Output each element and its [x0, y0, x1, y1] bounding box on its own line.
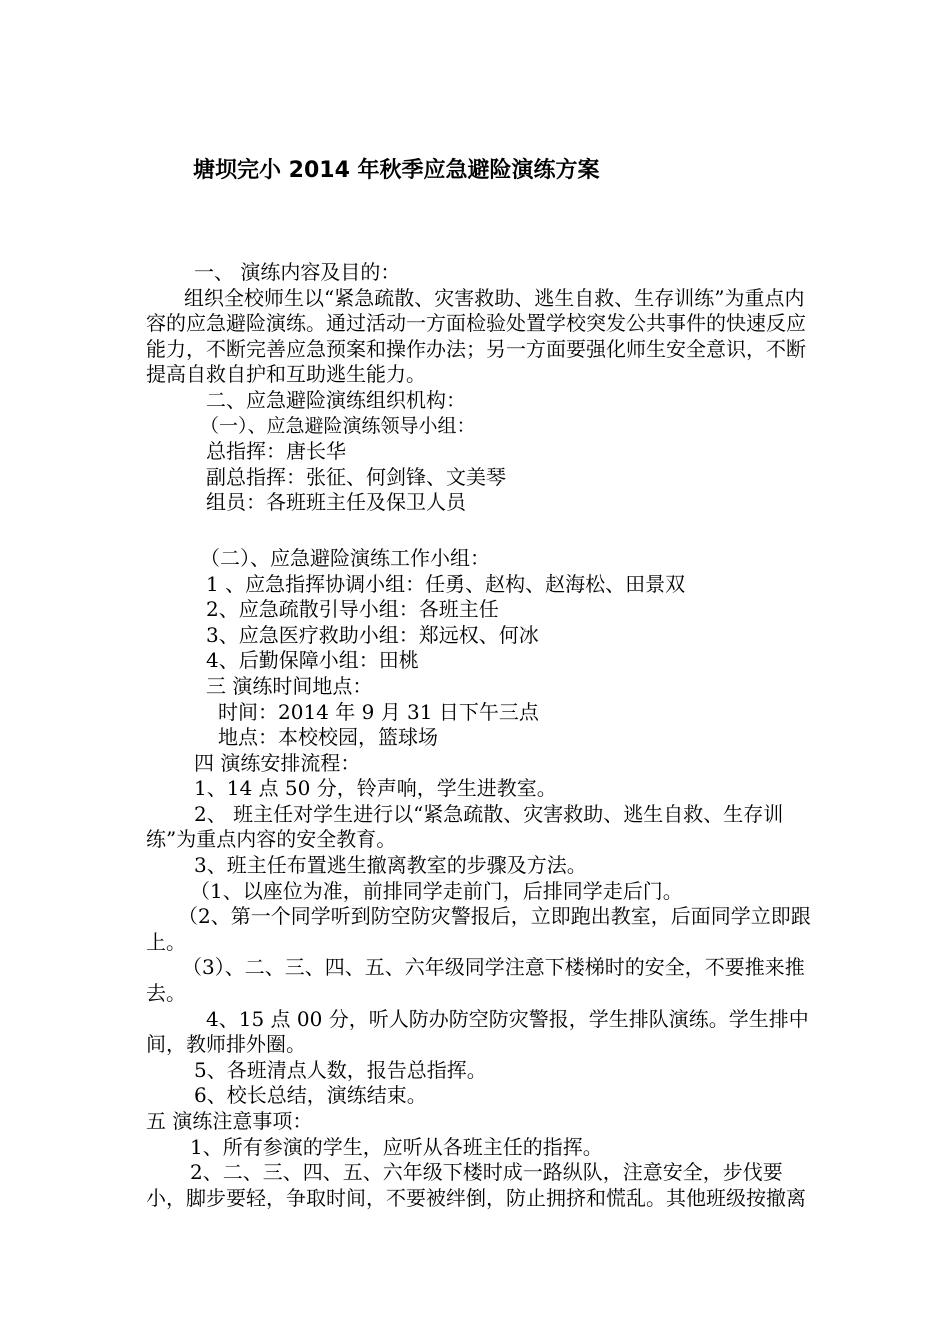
- notice-item-1: 1、所有参演的学生，应听从各班主任的指挥。: [190, 1134, 603, 1159]
- work-group-3: 3、应急医疗救助小组：郑远权、何冰: [206, 622, 539, 647]
- members-line: 组员：各班班主任及保卫人员: [206, 490, 466, 515]
- drill-place: 地点：本校校园，篮球场: [218, 725, 438, 750]
- procedure-step-4: 4、15 点 00 分，听人防办防空防灾警报，学生排队演练。学生排中间，教师排外圈。: [146, 1006, 809, 1057]
- work-group-1: 1 、应急指挥协调小组：任勇、赵构、赵海松、田景双: [206, 571, 686, 596]
- notice-item-2: 2、二、三、四、五、六年级下楼时成一路纵队，注意安全，步伐要小，脚步要轻，争取时间，不要被绊倒，防止拥挤和慌乱。其他班级按撤离: [146, 1160, 806, 1210]
- section-1-paragraph: 组织全校师生以“紧急疏散、灾害救助、逃生自救、生存训练”为重点内容的应急避险演练。通过活动一方面检验处置学校突发公共事件的快速反应能力，不断完善应急预案和操作办法；另一方面要强化师生安全意识，不断提高自救自护和互助逃生能力。: [146, 285, 806, 387]
- document-body: [146, 260, 814, 1211]
- spacer: [146, 516, 814, 546]
- procedure-step-2: 2、 班主任对学生进行以“紧急疏散、灾害救助、逃生自救、生存训练”为重点内容的安全教育。: [146, 801, 784, 852]
- work-group-4: 4、后勤保障小组：田桃: [206, 648, 419, 673]
- work-group-2: 2、应急疏散引导小组：各班主任: [206, 597, 499, 622]
- procedure-step-6: 6、校长总结，演练结束。: [194, 1083, 427, 1108]
- procedure-step-3: 3、班主任布置逃生撤离教室的步骤及方法。: [194, 853, 587, 878]
- commander-line: 总指挥：唐长华: [206, 439, 346, 464]
- procedure-step-3c: （3）、二、三、四、五、六年级同学注意下楼梯时的安全，不要推来推去。: [146, 955, 805, 1006]
- deputy-commander-line: 副总指挥：张征、何剑锋、文美琴: [206, 464, 506, 489]
- page-title: 塘坝完小 2014 年秋季应急避险演练方案: [193, 158, 600, 183]
- section-1-heading: 一、 演练内容及目的：: [194, 260, 401, 284]
- section-4-heading: 四 演练安排流程：: [194, 750, 361, 775]
- procedure-step-3a: （1、以座位为准，前排同学走前门，后排同学走后门。: [190, 878, 683, 903]
- section-2-subheading-2: （二）、应急避险演练工作小组：: [200, 545, 490, 570]
- section-2-heading: 二、应急避险演练组织机构：: [206, 387, 466, 412]
- procedure-step-3b: （2、第一个同学听到防空防灾警报后，立即跑出教室，后面同学立即跟上。: [146, 904, 811, 954]
- section-3-heading: 三 演练时间地点：: [206, 673, 373, 698]
- procedure-step-5: 5、各班清点人数，报告总指挥。: [194, 1057, 487, 1082]
- drill-time: 时间：2014 年 9 月 31 日下午三点: [218, 699, 539, 724]
- procedure-step-1: 1、14 点 50 分，铃声响，学生进教室。: [194, 776, 557, 801]
- section-2-subheading-1: （一）、应急避险演练领导小组：: [200, 414, 476, 437]
- section-5-heading: 五 演练注意事项：: [146, 1109, 313, 1133]
